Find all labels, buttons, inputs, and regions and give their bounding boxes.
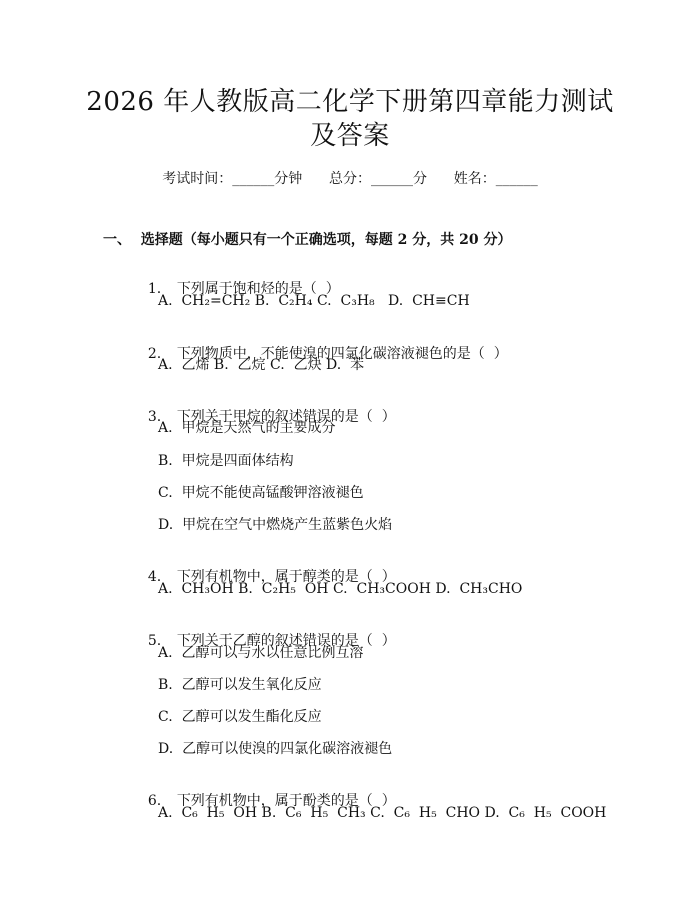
- question-3-option-b: B. 甲烷是四面体结构: [158, 453, 294, 469]
- question-number: 4.: [147, 569, 162, 585]
- question-text: 下列有机物中，属于酚类的是（ ）: [176, 793, 396, 809]
- question-3-option-c: C. 甲烷不能使高锰酸钾溶液褪色: [158, 485, 364, 501]
- question-text: 下列关于甲烷的叙述错误的是（ ）: [176, 409, 396, 425]
- question-text: 下列关于乙醇的叙述错误的是（ ）: [176, 633, 396, 649]
- question-number: 2.: [147, 346, 162, 362]
- question-text: 下列有机物中，属于醇类的是（ ）: [176, 569, 396, 585]
- question-3-option-d: D. 甲烷在空气中燃烧产生蓝紫色火焰: [158, 517, 393, 533]
- question-number: 3.: [147, 409, 162, 425]
- question-3-option-a: A. 甲烷是天然气的主要成分: [158, 420, 336, 436]
- question-number: 1.: [147, 281, 162, 297]
- question-5-option-d: D. 乙醇可以使溴的四氯化碳溶液褪色: [158, 741, 393, 757]
- question-2: [130, 324, 508, 384]
- question-2-options: A. 乙烯 B. 乙烷 C. 乙炔 D. 苯: [158, 357, 365, 373]
- question-3: [130, 387, 396, 447]
- section-heading: 一、 选择题（每小题只有一个正确选项，每题 2 分，共 20 分）: [103, 232, 512, 248]
- question-number: 5.: [147, 633, 162, 649]
- question-5-option-b: B. 乙醇可以发生氧化反应: [158, 677, 322, 693]
- question-4-options: A. CH₃OH B. C₂H₅ OH C. CH₃COOH D. CH₃CHO: [158, 581, 523, 597]
- question-6-options: A. C₆ H₅ OH B. C₆ H₅ CH₃ C. C₆ H₅ CHO D. C₆ H₅ COOH: [158, 805, 607, 821]
- exam-info-line: 考试时间：______分钟 总分：______分 姓名：______: [162, 171, 538, 187]
- question-number: 6.: [147, 793, 162, 809]
- document-title-line-1: 2026 年人教版高二化学下册第四章能力测试: [86, 87, 614, 117]
- question-text: 下列物质中，不能使溴的四氯化碳溶液褪色的是（ ）: [176, 346, 508, 362]
- question-5-option-a: A. 乙醇可以与水以任意比例互溶: [158, 645, 364, 661]
- question-text: 下列属于饱和烃的是（ ）: [176, 281, 340, 297]
- question-1-options: A. CH₂=CH₂ B. C₂H₄ C. C₃H₈ D. CH≡CH: [158, 293, 470, 309]
- document-title-line-2: 及答案: [310, 121, 390, 151]
- question-5-option-c: C. 乙醇可以发生酯化反应: [158, 709, 322, 725]
